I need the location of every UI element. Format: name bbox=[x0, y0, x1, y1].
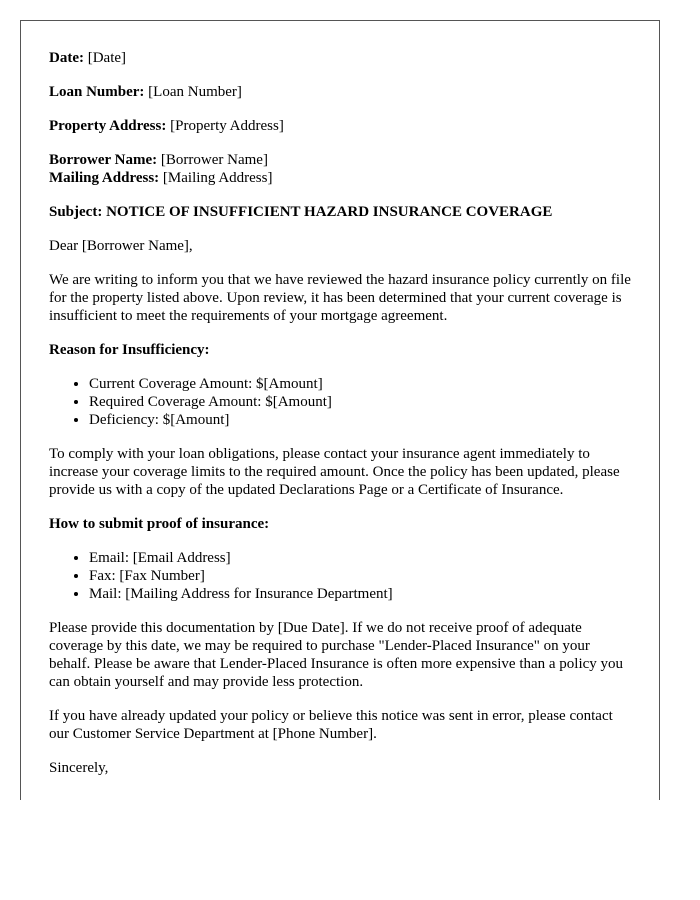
comply-paragraph: To comply with your loan obligations, please contact your insurance agent immediately to increase your coverage limits to the required amount. Once the policy has been updated, please provide us with a copy of the updated Declarations Page or a Certificate of Insurance. bbox=[49, 446, 620, 498]
borrower-name-line bbox=[49, 151, 631, 169]
property-address-value: [Property Address] bbox=[170, 118, 284, 134]
subject-line bbox=[49, 203, 631, 221]
letter-page bbox=[20, 20, 660, 800]
greeting: Dear [Borrower Name], bbox=[49, 238, 193, 254]
submit-heading: How to submit proof of insurance: bbox=[49, 516, 270, 532]
borrower-name-label: Borrower Name: bbox=[49, 152, 158, 168]
closing: Sincerely, bbox=[49, 760, 109, 776]
contact-paragraph: If you have already updated your policy or believe this notice was sent in error, please contact our Customer Service Department at [Phone Number]. bbox=[49, 708, 613, 742]
mailing-address-line bbox=[49, 169, 631, 187]
reason-list bbox=[49, 375, 631, 429]
mailing-address-label: Mailing Address: bbox=[49, 170, 160, 186]
property-address-label: Property Address: bbox=[49, 118, 167, 134]
list-item: • Deficiency: $[Amount] bbox=[89, 411, 631, 429]
date-line bbox=[49, 49, 631, 67]
list-item: • Fax: [Fax Number] bbox=[89, 567, 631, 585]
list-item: • Email: [Email Address] bbox=[89, 549, 631, 567]
list-item: • Current Coverage Amount: $[Amount] bbox=[89, 375, 631, 393]
loan-number-line bbox=[49, 83, 631, 101]
loan-number-label: Loan Number: bbox=[49, 84, 145, 100]
list-item: • Mail: [Mailing Address for Insurance Department] bbox=[89, 585, 631, 603]
subject-value: NOTICE OF INSUFFICIENT HAZARD INSURANCE COVERAGE bbox=[106, 204, 553, 220]
date-value: [Date] bbox=[87, 50, 127, 66]
reason-heading: Reason for Insufficiency: bbox=[49, 342, 210, 358]
date-label: Date: bbox=[49, 50, 84, 66]
subject-label: Subject: bbox=[49, 204, 103, 220]
loan-number-value: [Loan Number] bbox=[148, 84, 242, 100]
intro-paragraph: We are writing to inform you that we have reviewed the hazard insurance policy currently on file for the property listed above. Upon review, it has been determined that your current coverage is insufficient to meet the requirements of your mortgage agreement. bbox=[49, 272, 631, 324]
borrower-name-value: [Borrower Name] bbox=[160, 152, 268, 168]
mailing-address-value: [Mailing Address] bbox=[162, 170, 273, 186]
borrower-block bbox=[49, 151, 631, 187]
list-item: • Required Coverage Amount: $[Amount] bbox=[89, 393, 631, 411]
deadline-paragraph: Please provide this documentation by [Due Date]. If we do not receive proof of adequate coverage by this date, we may be required to purchase "Lender-Placed Insurance" on your behalf. Please be aware that Lender-Placed Insurance is often more expensive than a policy you can obtain yourself and may provide less protection. bbox=[49, 620, 624, 690]
submit-list bbox=[49, 549, 631, 603]
property-address-line bbox=[49, 117, 631, 135]
